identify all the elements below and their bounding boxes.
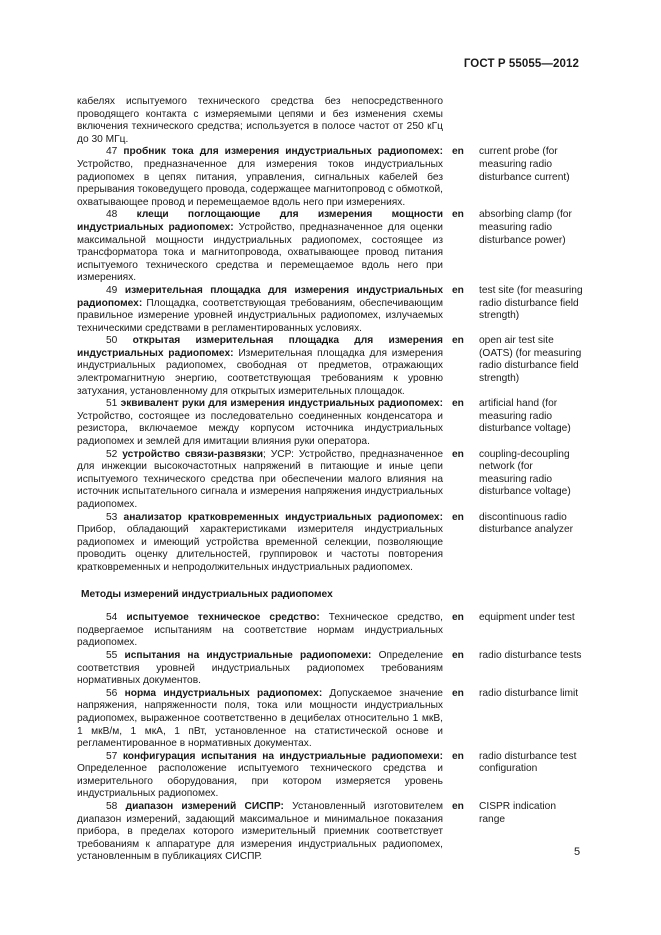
term-definition — [77, 398, 443, 448]
term-name: пробник тока для измерения индустриальных радиопомех: — [123, 146, 443, 158]
term-number: 56 — [106, 687, 118, 699]
term-entry-52 — [77, 449, 583, 512]
term-entry-50 — [77, 335, 583, 398]
page-number: 5 — [574, 846, 581, 858]
term-number: 50 — [106, 335, 118, 347]
term-entry-47 — [77, 146, 583, 209]
term-number: 57 — [106, 750, 118, 762]
term-entry-55 — [77, 650, 583, 688]
english-equivalent: equipment under test — [479, 612, 575, 624]
term-entry-49 — [77, 285, 583, 335]
term-name: измерительная площадка для измерения индустриальных радиопомех: — [77, 284, 443, 309]
language-code: en — [452, 649, 464, 661]
language-code: en — [452, 687, 464, 699]
term-definition-text: Устройство, предназначенное для измерения токов индустриальных радиопомех в цепях питания, управления, сигнальных кабелей без прерывания токоведущего провода, содержащее магнитопровод с обмоткой, охватывающее провод и перемещаемое вдоль него при измерениях. — [77, 158, 443, 208]
term-definition — [77, 688, 443, 751]
language-code: en — [452, 284, 464, 296]
term-entry-48 — [77, 209, 583, 285]
term-number: 48 — [106, 209, 118, 221]
language-code: en — [452, 448, 464, 460]
term-name: конфигурация испытания на индустриальные радиопомехи: — [122, 750, 443, 762]
term-entry-53 — [77, 512, 583, 575]
english-equivalent: radio disturbance test configuration — [479, 750, 577, 775]
term-name: диапазон измерений СИСПР: — [125, 801, 284, 813]
term-definition-text: Устройство, состоящее из последовательно соединенных конденсатора и резистора, включаемое между корпусом источника индустриальных радиопомех и землей для имитации влияния руки оператора. — [77, 410, 443, 448]
terms-list-b — [77, 612, 583, 864]
english-equivalent: coupling-decoupling network (for measuring radio disturbance voltage) — [479, 448, 571, 498]
term-name: норма индустриальных радиопомех: — [124, 687, 323, 699]
term-name: испытания на индустриальные радиопомехи: — [124, 649, 372, 661]
page-content — [77, 96, 583, 864]
term-definition — [77, 209, 443, 285]
term-entry-56 — [77, 688, 583, 751]
term-number: 55 — [106, 649, 118, 661]
term-number: 47 — [106, 146, 118, 158]
term-entry-57 — [77, 751, 583, 801]
term-definition — [77, 335, 443, 398]
english-equivalent: absorbing clamp (for measuring radio disturbance power) — [479, 209, 572, 246]
english-equivalent: radio disturbance limit — [479, 687, 579, 699]
language-code: en — [452, 335, 464, 347]
language-code: en — [452, 398, 464, 410]
term-number: 58 — [106, 801, 118, 813]
term-definition-text: Установленный изготовителем диапазон измерений, задающий максимальное и минимальное показания прибора, в пределах которого измерительный приемник соответствует требованиям к аппаратуре для измерения индустриальных радиопомех, установленным в публикациях СИСПР. — [77, 801, 443, 863]
term-definition-text: Устройство, предназначенное для оценки максимальной мощности индустриальных радиопомех, состоящее из трансформатора тока и магнитопровода, охватывающее провод питания испытуемого технического средства и перемещаемое вдоль него при измерениях. — [77, 221, 443, 284]
term-definition-text: Определенное расположение испытуемого технического средства и измерительного оборудования, при котором измеряется уровень индустриальных радиопомех. — [77, 763, 443, 800]
terms-list-a — [77, 146, 583, 574]
term-definition-text: Измерительная площадка для измерения индустриальных радиопомех, свободная от предметов, отражающих электромагнитную энергию, соответствующая требованиям к уровню затухания, установленному для открытых измерительных площадок. — [77, 347, 443, 397]
term-definition — [77, 751, 443, 801]
term-number: 49 — [106, 284, 118, 296]
language-code: en — [452, 209, 464, 221]
english-equivalent: test site (for measuring radio disturbance field strength) — [479, 284, 583, 322]
term-definition — [77, 512, 443, 575]
term-definition-text: ; УСР: Устройство, предназначенное для инжекции высокочастотных напряжений в питающие и иные цепи испытуемого технического средства при обеспечении малого влияния на источник испытательного сигнала и измерения напряжения индустриальных радиопомех. — [77, 448, 443, 510]
term-definition — [77, 650, 443, 688]
term-definition-text: Определение соответствия уровней индустриальных радиопомех требованиям нормативных документов. — [77, 649, 443, 687]
term-name: устройство связи-развязки — [122, 448, 263, 460]
term-name: клещи поглощающие для измерения мощности индустриальных радиопомех: — [77, 209, 443, 233]
term-name: анализатор кратковременных индустриальных радиопомех: — [123, 511, 443, 523]
term-number: 51 — [106, 398, 118, 410]
english-equivalent: current probe (for measuring radio disturbance current) — [479, 146, 570, 183]
term-number: 53 — [106, 511, 118, 523]
term-definition-text: Площадка, соответствующая требованиям, обеспечивающим правильное измерение уровней индустриальных радиопомех, излучаемых техническими средствами в регламентированных условиях. — [77, 297, 443, 334]
language-code: en — [452, 801, 464, 813]
english-equivalent: open air test site (OATS) (for measuring radio disturbance field strength) — [479, 335, 582, 385]
english-equivalent: radio disturbance tests — [479, 649, 582, 661]
english-equivalent: discontinuous radio disturbance analyzer — [479, 511, 574, 536]
term-definition-text: Техническое средство, подвергаемое испытаниям на соответствие нормам индустриальных радиопомех. — [77, 612, 443, 649]
term-entry-54 — [77, 612, 583, 650]
intro-text: кабелях испытуемого технического средства без непосредственного проводящего контакта с измеряемыми цепями и без изменения схемы включения технического средства; используется в полосе частот от 250 кГц до 30 МГц. — [77, 96, 443, 145]
section-title: Методы измерений индустриальных радиопомех — [81, 588, 333, 600]
language-code: en — [452, 612, 464, 624]
language-code: en — [452, 750, 464, 762]
term-number: 54 — [106, 612, 118, 624]
english-equivalent: artificial hand (for measuring radio disturbance voltage) — [479, 398, 571, 435]
term-definition — [77, 285, 443, 335]
document-standard-header: ГОСТ Р 55055—2012 — [463, 58, 579, 70]
term-definition — [77, 612, 443, 650]
term-name: испытуемое техническое средство: — [126, 612, 320, 624]
term-entry-51 — [77, 398, 583, 448]
term-definition — [77, 146, 443, 209]
term-definition-text: Допускаемое значение напряжения, напряженности поля, тока или мощности индустриальных радиопомех, выраженное соответственно в децибелах относительно 1 мкВ, 1 мкВ/м, 1 мкА, 1 пВт, установленное на статистической основе и регламентированное в нормативных документах. — [77, 687, 443, 750]
term-definition — [77, 449, 443, 512]
term-name: эквивалент руки для измерения индустриальных радиопомех: — [120, 398, 443, 410]
term-number: 52 — [106, 448, 118, 460]
term-definition-text: Прибор, обладающий характеристиками измерителя индустриальных радиопомех и имеющий устройства временной селекции, позволяющие проводить оценку длительностей, группировок и частоты повторения кратковременных и непродолжительных индустриальных радиопомех. — [77, 524, 443, 573]
english-equivalent: CISPR indication range — [479, 801, 557, 825]
language-code: en — [452, 146, 464, 158]
term-entry-58 — [77, 801, 583, 864]
term-definition — [77, 801, 443, 864]
intro-row — [77, 96, 583, 146]
term-name: открытая измерительная площадка для измерения индустриальных радиопомех: — [77, 335, 443, 359]
language-code: en — [452, 511, 464, 523]
